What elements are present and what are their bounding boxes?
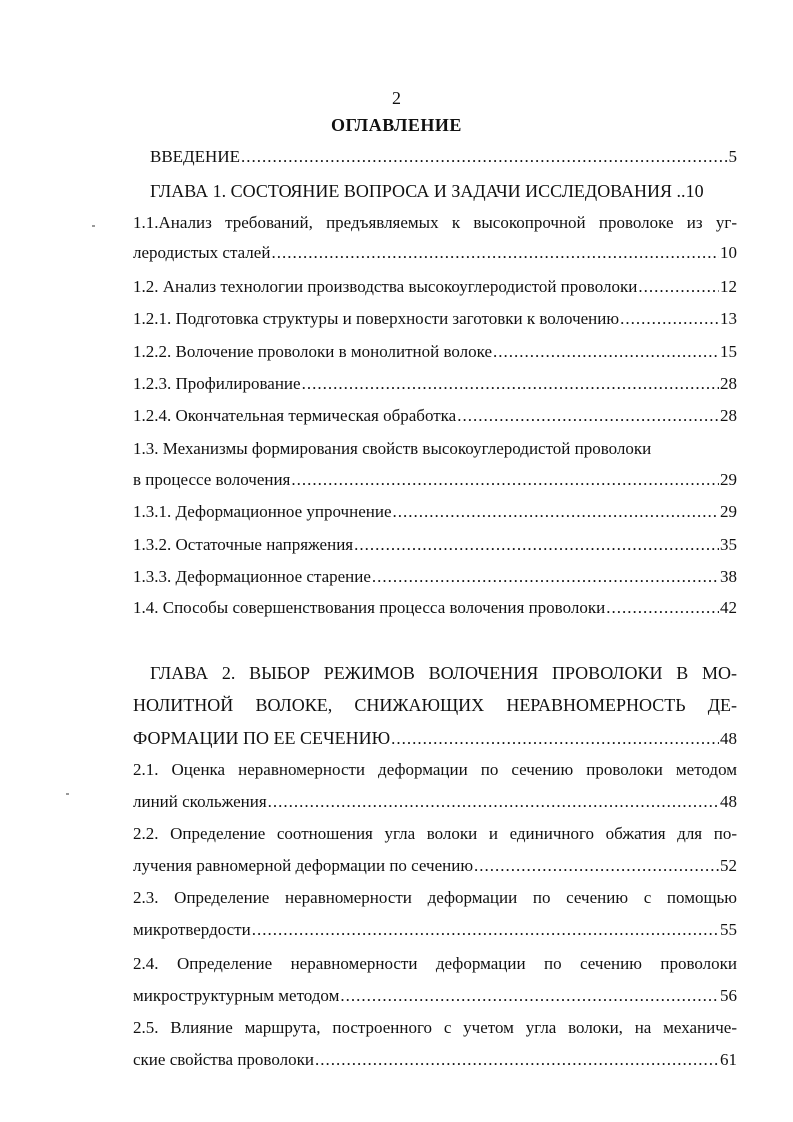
toc-entry-1-2 [133, 276, 737, 298]
toc-entry-text: микротвердости [133, 920, 251, 939]
toc-entry-2-2-line2 [133, 855, 737, 877]
toc-entry-text: 1.2.3. Профилирование [133, 374, 301, 393]
toc-entry-text: ВВЕДЕНИЕ [150, 147, 240, 166]
toc-entry-text: ские свойства проволоки [133, 1050, 314, 1069]
toc-entry-1-4 [133, 597, 737, 619]
toc-entry-text: 1.2. Анализ технологии производства высокоуглеродистой проволоки [133, 277, 638, 296]
toc-entry-text: 1.4. Способы совершенствования процесса волочения проволоки [133, 598, 606, 617]
toc-entry-text: лучения равномерной деформации по сечению [133, 856, 474, 875]
toc-entry-1-2-3 [133, 373, 737, 395]
toc-entry-text: ФОРМАЦИИ ПО ЕЕ СЕЧЕНИЮ [133, 728, 391, 748]
toc-entry-text: 1.2.2. Волочение проволоки в монолитной волоке [133, 342, 493, 361]
toc-entry-1-3-2 [133, 534, 737, 556]
toc-entry-1-2-4 [133, 405, 737, 427]
toc-entry-page: 29 [720, 470, 737, 489]
scan-speck [92, 225, 95, 227]
toc-entry-chapter-2-line2: НОЛИТНОЙ ВОЛОКЕ, СНИЖАЮЩИХ НЕРАВНОМЕРНОСТЬ ДЕ- [133, 695, 737, 715]
toc-entry-text: 1.3.3. Деформационное старение [133, 567, 371, 586]
toc-entry-text: леродистых сталей [133, 243, 271, 262]
toc-entry-chapter-2-line3 [133, 727, 737, 750]
toc-entry-page: 15 [720, 342, 737, 361]
toc-entry-1-3-3 [133, 566, 737, 588]
toc-entry-1-2-1 [133, 308, 737, 330]
toc-entry-2-3-line1: 2.3. Определение неравномерности деформации по сечению с помощью [133, 888, 737, 907]
page-number: 2 [392, 88, 401, 108]
toc-entry-page: 29 [720, 502, 737, 521]
scan-speck [66, 793, 69, 795]
toc-entry-2-4-line1: 2.4. Определение неравномерности деформации по сечению проволоки [133, 954, 737, 973]
toc-entry-text: в процессе волочения [133, 470, 291, 489]
toc-entry-intro [150, 146, 737, 168]
toc-entry-text: линий скольжения [133, 792, 267, 811]
toc-entry-page: 5 [728, 147, 737, 166]
toc-entry-page: 38 [720, 567, 737, 586]
toc-entry-page: 52 [720, 856, 737, 875]
toc-entry-page: 48 [720, 792, 737, 811]
toc-entry-text: 1.3.1. Деформационное упрочнение [133, 502, 392, 521]
toc-entry-text: ГЛАВА 1. СОСТОЯНИЕ ВОПРОСА И ЗАДАЧИ ИССЛЕДОВАНИЯ .. [150, 181, 686, 201]
toc-entry-chapter-2-line1: ГЛАВА 2. ВЫБОР РЕЖИМОВ ВОЛОЧЕНИЯ ПРОВОЛОКИ В МО- [150, 663, 737, 683]
toc-entry-2-1-line2 [133, 791, 737, 813]
toc-entry-page: 35 [720, 535, 737, 554]
toc-entry-text: 1.2.4. Окончательная термическая обработка [133, 406, 457, 425]
toc-entry-1-2-2 [133, 341, 737, 363]
toc-entry-2-5-line2 [133, 1049, 737, 1071]
toc-entry-page: 61 [720, 1050, 737, 1069]
toc-entry-page: 56 [720, 986, 737, 1005]
toc-entry-text: 1.3.2. Остаточные напряжения [133, 535, 354, 554]
toc-entry-text: микроструктурным методом [133, 986, 340, 1005]
toc-entry-chapter-1 [150, 180, 737, 202]
toc-entry-page: 13 [720, 309, 737, 328]
toc-entry-page: 12 [720, 277, 737, 296]
toc-entry-1-3-1 [133, 501, 737, 523]
toc-entry-2-1-line1: 2.1. Оценка неравномерности деформации по сечению проволоки методом [133, 760, 737, 779]
toc-entry-2-3-line2 [133, 919, 737, 941]
toc-entry-2-4-line2 [133, 985, 737, 1007]
toc-entry-page: 48 [720, 729, 737, 748]
toc-entry-page: 10 [720, 243, 737, 262]
toc-entry-1-1-line1: 1.1.Анализ требований, предъявляемых к высокопрочной проволоке из уг- [133, 213, 737, 232]
toc-entry-text: 1.2.1. Подготовка структуры и поверхности заготовки к волочению [133, 309, 620, 328]
toc-entry-page: 10 [685, 181, 704, 201]
toc-entry-page: 55 [720, 920, 737, 939]
toc-entry-1-3-line2 [133, 469, 737, 491]
toc-entry-1-1-line2 [133, 242, 737, 264]
toc-entry-page: 42 [720, 598, 737, 617]
toc-entry-2-2-line1: 2.2. Определение соотношения угла волоки и единичного обжатия для по- [133, 824, 737, 843]
toc-entry-page: 28 [720, 406, 737, 425]
toc-title: ОГЛАВЛЕНИЕ [331, 115, 462, 135]
toc-entry-2-5-line1: 2.5. Влияние маршрута, построенного с учетом угла волоки, на механиче- [133, 1018, 737, 1037]
toc-entry-1-3-line1: 1.3. Механизмы формирования свойств высокоуглеродистой проволоки [133, 439, 652, 458]
toc-entry-page: 28 [720, 374, 737, 393]
